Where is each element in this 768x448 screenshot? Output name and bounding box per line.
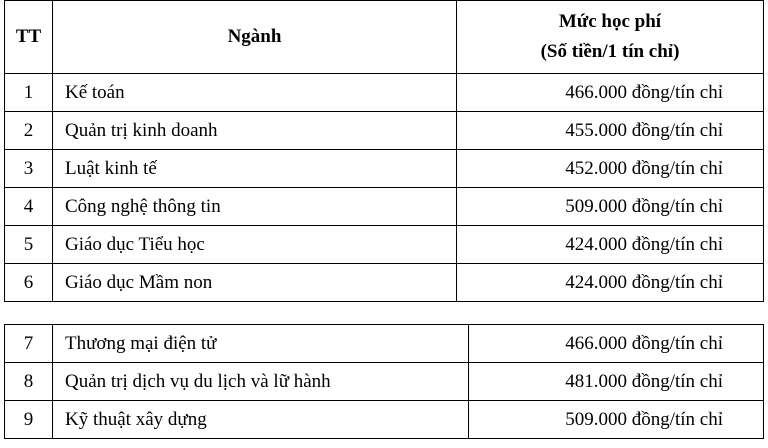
row-fee: 509.000 đồng/tín chỉ — [469, 401, 764, 439]
row-fee: 481.000 đồng/tín chỉ — [469, 363, 764, 401]
table-row — [5, 150, 764, 188]
row-number: 7 — [5, 325, 53, 363]
header-fee-line1: Mức học phí — [558, 11, 662, 32]
row-number: 8 — [5, 363, 53, 401]
row-major: Kỹ thuật xây dựng — [53, 401, 469, 439]
row-major: Công nghệ thông tin — [53, 188, 457, 226]
row-fee: 466.000 đồng/tín chỉ — [457, 74, 764, 112]
header-tt: TT — [5, 1, 53, 74]
row-number: 4 — [5, 188, 53, 226]
row-fee: 424.000 đồng/tín chỉ — [457, 226, 764, 264]
table-row — [5, 74, 764, 112]
header-fee-line2: (Số tiền/1 tín chỉ) — [540, 41, 680, 62]
row-number: 6 — [5, 264, 53, 302]
row-major: Giáo dục Tiểu học — [53, 226, 457, 264]
row-fee: 452.000 đồng/tín chỉ — [457, 150, 764, 188]
tuition-table-main — [4, 0, 764, 302]
row-number: 9 — [5, 401, 53, 439]
row-number: 5 — [5, 226, 53, 264]
row-major: Quản trị dịch vụ du lịch và lữ hành — [53, 363, 469, 401]
row-fee: 455.000 đồng/tín chỉ — [457, 112, 764, 150]
table-row — [5, 401, 764, 439]
row-number: 2 — [5, 112, 53, 150]
tuition-table-continued — [4, 324, 764, 439]
table-row — [5, 325, 764, 363]
table-row — [5, 226, 764, 264]
header-fee — [457, 1, 764, 74]
row-fee: 509.000 đồng/tín chỉ — [457, 188, 764, 226]
table-row — [5, 188, 764, 226]
row-number: 1 — [5, 74, 53, 112]
header-major: Ngành — [53, 1, 457, 74]
table-row — [5, 363, 764, 401]
row-major: Kế toán — [53, 74, 457, 112]
table-header-row — [5, 1, 764, 74]
row-major: Quản trị kinh doanh — [53, 112, 457, 150]
row-number: 3 — [5, 150, 53, 188]
table-row — [5, 112, 764, 150]
table-row — [5, 264, 764, 302]
row-major: Luật kinh tế — [53, 150, 457, 188]
row-fee: 424.000 đồng/tín chỉ — [457, 264, 764, 302]
row-fee: 466.000 đồng/tín chỉ — [469, 325, 764, 363]
row-major: Giáo dục Mầm non — [53, 264, 457, 302]
row-major: Thương mại điện tử — [53, 325, 469, 363]
